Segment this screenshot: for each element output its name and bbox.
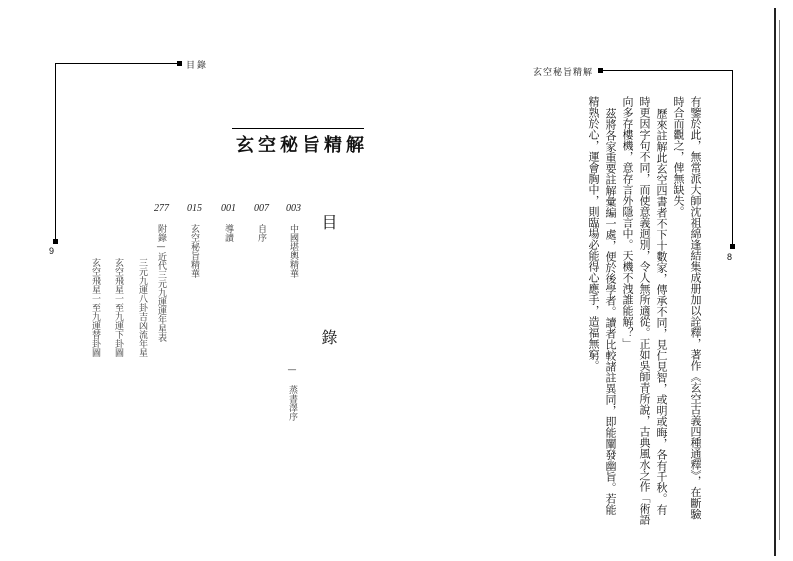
appendix-item: 玄空飛星一至九運下卦圖 [113,258,123,357]
toc-page-number: 003 [286,203,301,214]
right-header-rule [601,70,733,71]
toc-page-number: 277 [154,203,169,214]
body-column: 茲將各家重要註解彙編一處，便於後學者。讀者比較諸註異同，即能闡發幽旨。若能 [604,108,617,515]
left-page-header: 目錄 [186,61,209,71]
body-column: 時合而觀之，俾無缺失。 [672,96,685,217]
left-margin-rule [55,63,56,243]
toc-heading: 目 錄 [319,214,338,385]
left-page-number: 9 [49,246,55,256]
left-header-rule [55,63,180,64]
body-column: 歷來註解此玄空四書者不下十數家，傳承不同，見仁見智，或明或晦，各有千秋。有 [655,108,668,515]
scan-edge [774,8,776,556]
book-title: 玄空秘旨精解 [236,135,368,156]
body-column: 精熟於心，運會胸中，則臨場必能得心應手，造福無窮。 [587,96,600,371]
left-footer-marker [53,239,58,244]
toc-page-number: 007 [254,203,269,214]
toc-author: — 蒸書澤序 [287,365,297,421]
appendix-item: 三元九運八卦吉凶流年星 [137,258,147,357]
right-header-marker [598,68,603,73]
appendix-item: 玄空飛星一至九運替卦圖 [90,258,100,357]
title-rule [232,128,364,129]
toc-page-number: 015 [187,203,202,214]
right-page-number: 8 [727,252,733,262]
right-footer-marker [730,244,735,249]
scan-edge [779,20,780,540]
toc-entry-title: 玄空秘旨精華 [189,224,199,278]
right-margin-rule [732,70,733,248]
body-column: 向多存樓機，意存言外隱言中。天機不洩誰能解？」 [621,96,634,349]
left-header-marker [177,61,182,66]
body-column: 時更因字句不同，而使意義迥別，令人無所適從。正如吳師青所說，古典風水之作「術語 [638,96,651,525]
toc-entry-title: 附錄—近代三元九運運年星表 [156,224,166,342]
toc-entry-title: 中國堪輿精華 [288,224,298,278]
right-page-header: 玄空秘旨精解 [533,68,594,78]
toc-entry-title: 導讀 [223,224,233,242]
toc-page-number: 001 [221,203,236,214]
toc-entry-title: 自序 [256,224,266,242]
body-column: 有鑒於此，無常派大師沈祖綿逢結集成册加以詮釋，著作《玄空古義四種通釋》，在斷驗 [689,96,702,520]
